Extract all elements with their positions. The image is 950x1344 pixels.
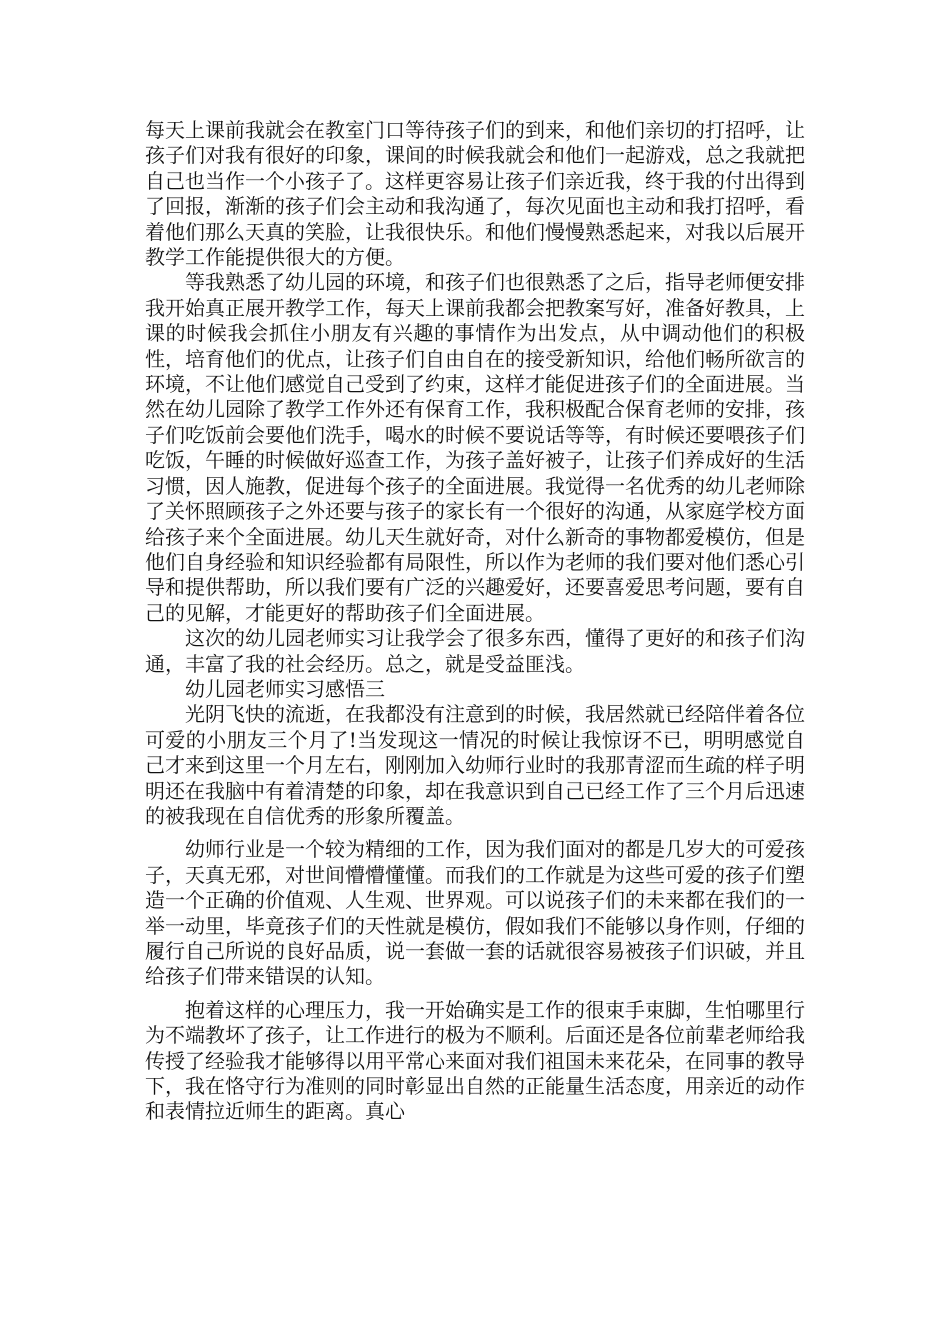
paragraph-6: 抱着这样的心理压力，我一开始确实是工作的很束手束脚，生怕哪里行为不端教坏了孩子，让工作进行的极为不顺利。后面还是各位前辈老师给我传授了经验我才能够得以用平常心来面对我们祖国未来花朵，在同事的教导下，我在恪守行为准则的同时彰显出自然的正能量生活态度，用亲近的动作和表情拉近师生的距离。真心: [145, 997, 805, 1124]
paragraph-4: 光阴飞快的流逝，在我都没有注意到的时候，我居然就已经陪伴着各位可爱的小朋友三个月了!当发现这一情况的时候让我惊讶不已，明明感觉自己才来到这里一个月左右，刚刚加入幼师行业时的我那青涩而生疏的样子明明还在我脑中有着清楚的印象，却在我意识到自己已经工作了三个月后迅速的被我现在自信优秀的形象所覆盖。: [145, 702, 805, 828]
paragraph-2: 等我熟悉了幼儿园的环境，和孩子们也很熟悉了之后，指导老师便安排我开始真正展开教学工作，每天上课前我都会把教案写好，准备好教具，上课的时候我会抓住小朋友有兴趣的事情作为出发点，从中调动他们的积极性，培育他们的优点，让孩子们自由自在的接受新知识，给他们畅所欲言的环境，不让他们感觉自己受到了约束，这样才能促进孩子们的全面进展。当然在幼儿园除了教学工作外还有保育工作，我积极配合保育老师的安排，孩子们吃饭前会要他们洗手，喝水的时候不要说话等等，有时候还要喂孩子们吃饭，午睡的时候做好巡查工作，为孩子盖好被子，让孩子们养成好的生活习惯，因人施教，促进每个孩子的全面进展。我觉得一名优秀的幼儿老师除了关怀照顾孩子之外还要与孩子的家长有一个很好的沟通，从家庭学校方面给孩子来个全面进展。幼儿天生就好奇，对什么新奇的事物都爱模仿，但是他们自身经验和知识经验都有局限性，所以作为老师的我们要对他们悉心引导和提供帮助，所以我们要有广泛的兴趣爱好，还要喜爱思考问题，要有自己的见解，才能更好的帮助孩子们全面进展。: [145, 270, 805, 625]
paragraph-5: 幼师行业是一个较为精细的工作，因为我们面对的都是几岁大的可爱孩子，天真无邪，对世间懵懵懂懂。而我们的工作就是为这些可爱的孩子们塑造一个正确的价值观、人生观、世界观。可以说孩子们的未来都在我们的一举一动里，毕竟孩子们的天性就是模仿，假如我们不能够以身作则，仔细的履行自己所说的良好品质，说一套做一套的话就很容易被孩子们识破，并且给孩子们带来错误的认知。: [145, 837, 805, 989]
paragraph-1: 每天上课前我就会在教室门口等待孩子们的到来，和他们亲切的打招呼，让孩子们对我有很好的印象，课间的时候我就会和他们一起游戏，总之我就把自己也当作一个小孩子了。这样更容易让孩子们亲近我，终于我的付出得到了回报，渐渐的孩子们会主动和我沟通了，每次见面也主动和我打招呼，看着他们那么天真的笑脸，让我很快乐。和他们慢慢熟悉起来，对我以后展开教学工作能提供很大的方便。: [145, 118, 805, 270]
section-heading: 幼儿园老师实习感悟三: [185, 676, 385, 701]
document-body: [145, 118, 805, 1125]
paragraph-3: 这次的幼儿园老师实习让我学会了很多东西，懂得了更好的和孩子们沟通，丰富了我的社会经历。总之，就是受益匪浅。: [145, 626, 805, 676]
